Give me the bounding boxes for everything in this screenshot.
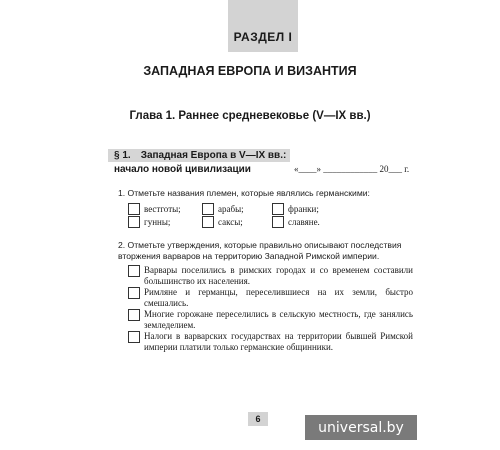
option-label: саксы; (218, 217, 243, 227)
checkbox[interactable] (272, 203, 284, 215)
option-label: вестготы; (144, 204, 181, 214)
page-number (248, 412, 268, 426)
paragraph-title-line2: начало новой цивилизации (114, 164, 251, 175)
checkbox[interactable] (128, 265, 140, 277)
option-label: франки; (288, 204, 319, 214)
option-label: славяне. (288, 217, 320, 227)
statement-item[interactable] (128, 287, 413, 309)
checkbox[interactable] (272, 216, 284, 228)
statement-text: Римляне и германцы, переселившиеся на их земли, быстро смешались. (144, 287, 413, 308)
option-item[interactable] (272, 203, 319, 215)
checkbox[interactable] (128, 309, 140, 321)
option-item[interactable] (202, 203, 244, 215)
option-item[interactable] (128, 203, 181, 215)
watermark-badge (305, 415, 417, 440)
option-item[interactable] (202, 216, 243, 228)
paragraph-title-line1 (114, 150, 286, 161)
paragraph-number: § 1. (114, 150, 131, 161)
section-label: РАЗДЕЛ I (233, 30, 293, 44)
date-field[interactable]: «____» ____________ 20___ г. (294, 164, 410, 174)
checkbox[interactable] (128, 203, 140, 215)
option-label: арабы; (218, 204, 244, 214)
statement-item[interactable] (128, 309, 413, 331)
question-1-text: 1. Отметьте названия племен, которые являлись германскими: (118, 188, 370, 198)
option-label: гунны; (144, 217, 171, 227)
section-tab (228, 22, 298, 52)
page-number-text: 6 (255, 414, 261, 424)
option-item[interactable] (128, 216, 170, 228)
chapter-title: Глава 1. Раннее средневековье (V—IX вв.) (129, 110, 371, 122)
part-title: ЗАПАДНАЯ ЕВРОПА И ВИЗАНТИЯ (143, 64, 357, 78)
watermark-text: universal.by (318, 419, 404, 436)
statement-item[interactable] (128, 265, 413, 287)
checkbox[interactable] (128, 287, 140, 299)
paragraph-title-text: Западная Европа в V—IX вв.: (140, 150, 287, 161)
checkbox[interactable] (202, 216, 214, 228)
paragraph-header (108, 149, 418, 177)
checkbox[interactable] (202, 203, 214, 215)
question-2-text: 2. Отметьте утверждения, которые правильно описывают последствия вторжения варваров на территорию Западной Римской империи. (118, 240, 402, 261)
statement-text: Варвары поселились в римских городах и со временем составили большинство их населения. (144, 265, 413, 286)
checkbox[interactable] (128, 331, 140, 343)
option-item[interactable] (272, 216, 320, 228)
statement-item[interactable] (128, 331, 413, 353)
checkbox[interactable] (128, 216, 140, 228)
statement-text: Многие горожане переселились в сельскую местность, где занялись земледелием. (144, 309, 413, 330)
statement-text: Налоги в варварских государствах на территории бывшей Римской империи платили только германские общинники. (144, 331, 413, 352)
